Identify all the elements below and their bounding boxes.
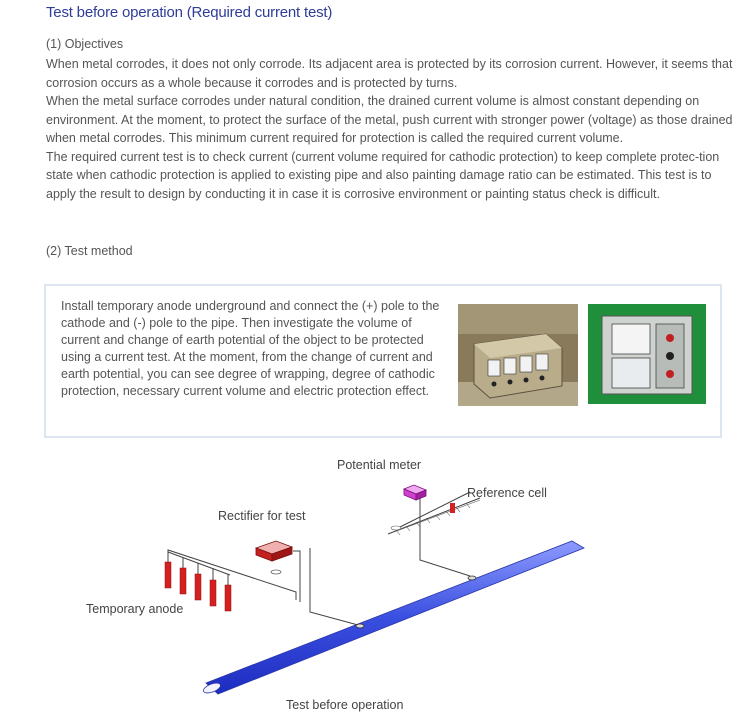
pipe [202,541,584,695]
objectives-paragraph-1: When metal corrodes, it does not only corrode. Its adjacent area is protected by its corrosion current. However, it seems that corrosion occurs as a whole because it corrodes and is protected by turns. [46,57,733,90]
pipe-connection-2 [468,576,476,580]
label-rectifier: Rectifier for test [218,509,306,523]
diagram-caption: Test before operation [286,698,404,712]
anode-1 [165,562,171,588]
potential-meter-photo [588,304,706,404]
test-method-box [44,284,722,438]
anode-4 [210,580,216,606]
anode-5 [225,585,231,611]
test-method-text: Install temporary anode underground and connect the (+) pole to the cathode and (-) pole to the pipe. Then investigate the volume of current and change of earth potential of the object to be protected using a current test. At the moment, from the change of current and earth potential, you can see degree of wrapping, degree of cathodic protection, necessary current volume and electric protection effect. [61,299,440,398]
ground-hatch [391,500,480,535]
rectifier-photo [458,304,578,406]
potential-meter [404,485,426,500]
rectifier-box [256,541,292,574]
anode-2 [180,568,186,594]
test-diagram [0,450,740,722]
pipe-connection-1 [356,624,364,628]
label-potential-meter: Potential meter [337,458,422,472]
reference-cell-marker [450,503,455,513]
label-temporary-anode: Temporary anode [86,602,184,616]
objectives-paragraph-2: When the metal surface corrodes under natural condition, the drained current volume is almost constant depending on environment. At the moment, to protect the surface of the metal, push current with stronger power (voltage) as those drained when metal corrodes. This minimum current required for protection is called the required current volume. [46,94,733,145]
label-reference-cell: Reference cell [467,486,547,500]
page-title: Test before operation (Required current test) [46,4,333,21]
test-method-heading: (2) Test method [46,244,133,258]
objectives-paragraph-3: The required current test is to check current (current volume required for cathodic protection) to keep complete protec-tion state when cathodic protection is applied to existing pipe and also painting damage ratio can be estimated. This test is to apply the result to design by conducting it in case it is corrosive environment or painting status check is difficult. [46,149,720,201]
anode-3 [195,574,201,600]
objectives-heading: (1) Objectives [46,37,124,51]
objectives-text [46,55,738,203]
